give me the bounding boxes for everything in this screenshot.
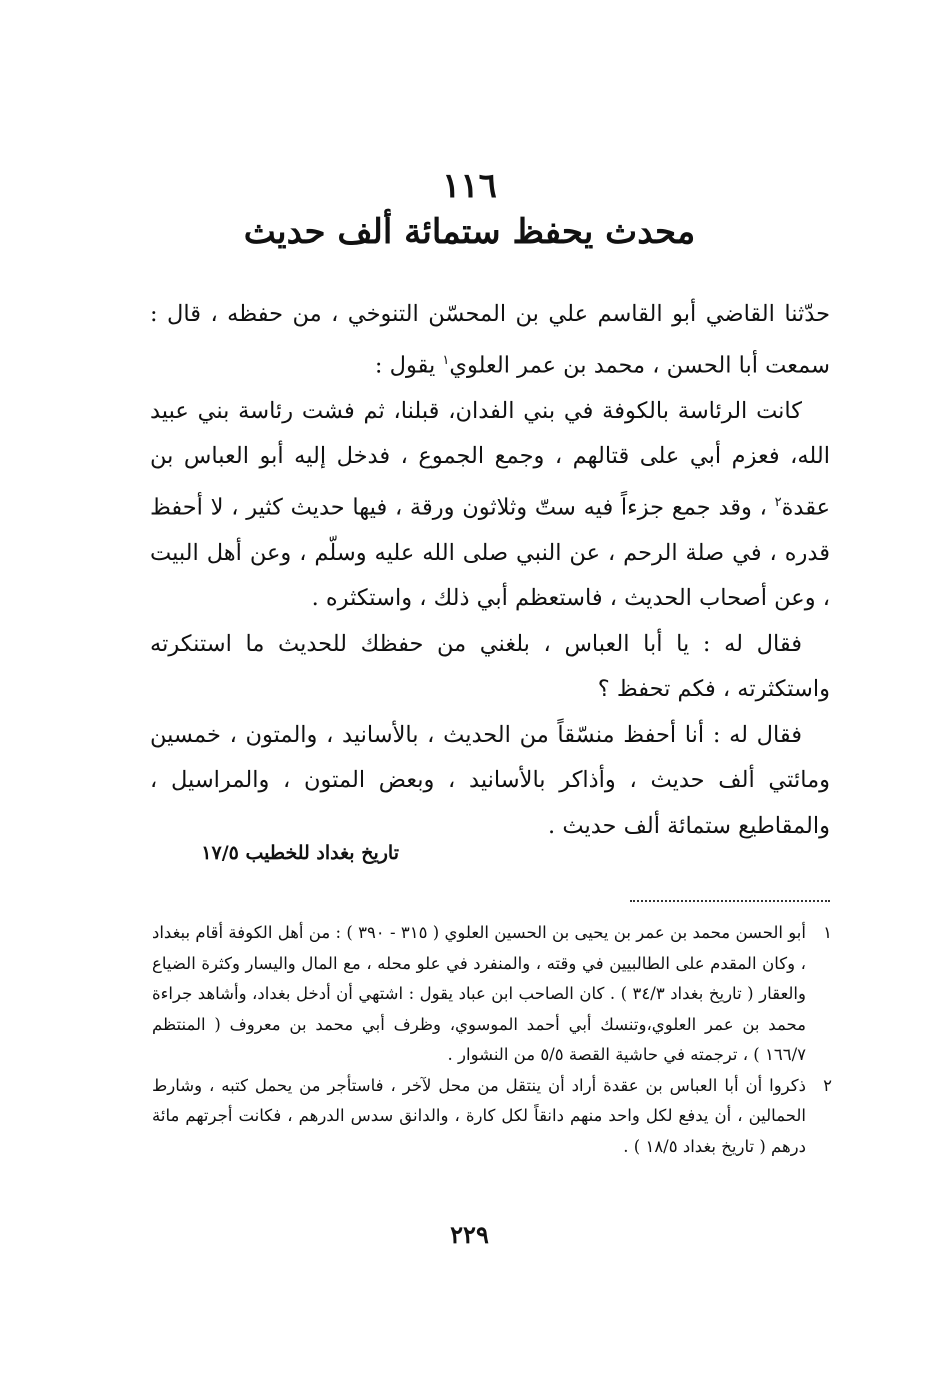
footnote-ref-2[interactable]: ٢ [774,494,782,510]
source-citation: تاريخ بغداد للخطيب ١٧/٥ [201,842,399,864]
story-title: محدث يحفظ ستمائة ألف حديث [243,212,696,252]
footnote-1 [152,918,832,1071]
footnote-text: ذكروا أن أبا العباس بن عقدة أراد أن ينتقل من محل لآخر ، فاستأجر من يحمل كتبه ، وشارط الحمالين ، أن يدفع لكل واحد منهم دانقاً لكل كارة ، والدانق سدس الدرهم ، فكانت أجرتهم مائة درهم ( تاريخ بغداد ١٨/٥ ) . [152,1075,806,1156]
paragraph-1 [150,292,830,389]
footnote-number: ١ [823,923,832,942]
footnotes [152,918,832,1162]
paragraph-2-text-a: كانت الرئاسة بالكوفة في بني الفدان، قبلنا، ثم فشت رئاسة بني عبيد الله، فعزم أبي على قتالهم ، وجمع الجموع ، فدخل إليه أبو العباس بن عقدة [150,397,830,520]
footnote-text: أبو الحسن محمد بن عمر بن يحيى بن الحسين العلوي ( ٣١٥ - ٣٩٠ ) : من أهل الكوفة أقام ببغداد ، وكان المقدم على الطالبيين في وقته ، والمنفرد في علو محله ، مع المال واليسار وكثرة الضياع والعقار ( تاريخ بغداد ٣٤/٣ ) . كان الصاحب ابن عباد يقول : اشتهي أن أدخل بغداد، وأشاهد جراءة محمد بن عمر العلوي،وتنسك أبي أحمد الموسوي، وظرف أبي محمد بن معروف ( المنتظم ١٦٦/٧ ) ، ترجمته في حاشية القصة ٥/٥ من النشوار . [152,923,806,1064]
footnote-2 [152,1071,832,1163]
footnote-divider [630,900,830,902]
paragraph-2-text-b: ، وقد جمع جزءاً فيه ستّ وثلاثون ورقة ، فيها حديث كثير ، لا أحفظ قدره ، في صلة الرحم ، عن النبي صلى الله عليه وسلّم ، وعن أهل البيت ، وعن أصحاب الحديث ، فاستعظم أبي ذلك ، واستكثره . [150,494,830,611]
footnote-number: ٢ [823,1075,832,1095]
footnote-ref-1[interactable]: ١ [442,352,450,368]
paragraph-2 [150,389,830,622]
story-body [150,292,830,849]
paragraph-3: فقال له : يا أبا العباس ، بلغني من حفظك للحديث ما استنكرته واستكثرته ، فكم تحفظ ؟ [150,630,830,702]
paragraph-1-text-a: حدّثنا القاضي أبو القاسم علي بن المحسّن التنوخي ، من حفظه ، قال : سمعت أبا الحسن ، محمد بن عمر العلوي [150,301,830,378]
story-number: ١١٦ [442,166,497,206]
paragraph-1-text-b: يقول : [374,352,443,378]
page-number: ٢٢٩ [450,1220,489,1249]
paragraph-4: فقال له : أنا أحفظ منسّقاً من الحديث ، بالأسانيد ، والمتون ، خمسين ومائتي ألف حديث ، وأذاكر بالأسانيد ، وبعض المتون ، والمراسيل ، والمقاطيع ستمائة ألف حديث . [150,721,830,839]
